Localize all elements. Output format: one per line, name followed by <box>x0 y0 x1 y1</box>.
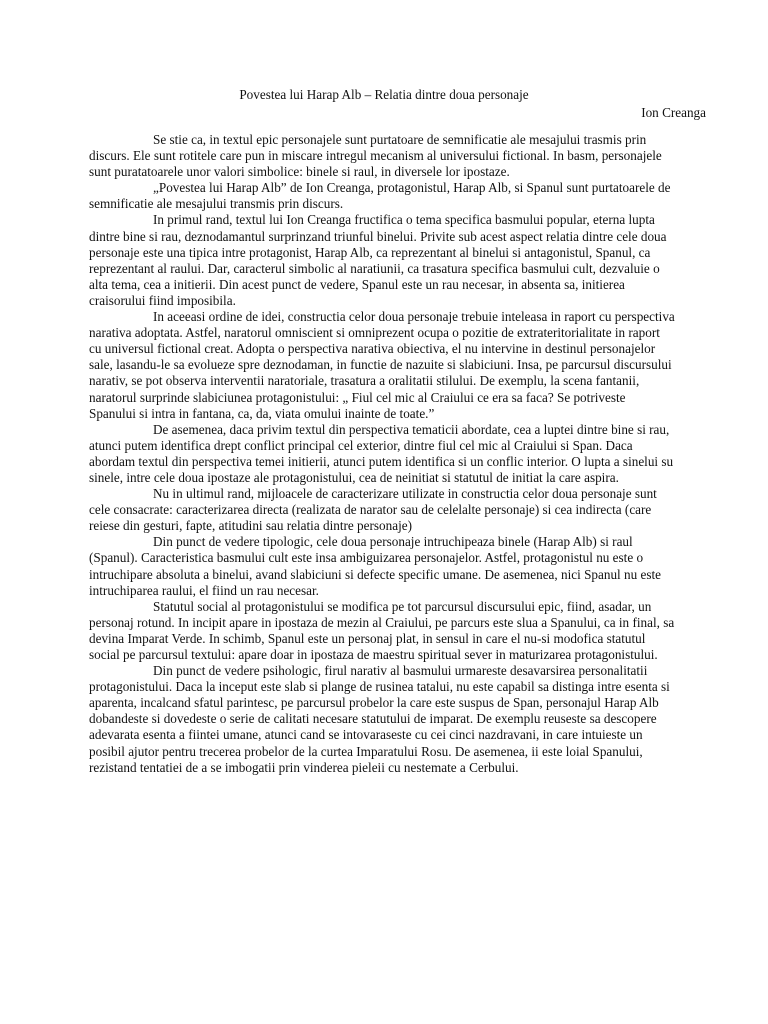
paragraph: Statutul social al protagonistului se modifica pe tot parcursul discursului epic, fiind, asadar, un personaj rotund. In incipit apare in ipostaza de mezin al Craiului, pe parcurs este slua a Spanului, ca in final, sa devina Imparat Verde. In schimb, Spanul este un personaj plat, in sensul in care el nu-si modofica statutul social pe parcursul textului: apare doar in ipostaza de maestru spiritual sever in maturizarea protagonistului. <box>89 598 675 662</box>
paragraph: Nu in ultimul rand, mijloacele de caracterizare utilizate in constructia celor doua personaje sunt cele consacrate: caracterizarea directa (realizata de narator sau de celelalte personaje) si cea indirecta (care reiese din gesturi, fapte, atitudini sau relatia dintre personaje) <box>89 486 657 534</box>
document-author: Ion Creanga <box>641 105 706 120</box>
paragraph: „Povestea lui Harap Alb” de Ion Creanga, protagonistul, Harap Alb, si Spanul sunt purtatoarele de semnificatie ale mesajului transmis prin discurs. <box>89 180 671 212</box>
paragraph: Se stie ca, in textul epic personajele sunt purtatoare de semnificatie ale mesajului trasmis prin discurs. Ele sunt rotitele care pun in miscare intregul mecanism al universului fictional. In basm, personajele sunt puratatoarele unor valori simbolice: binele si raul, in diversele lor ipostaze. <box>89 132 662 180</box>
paragraph: De asemenea, daca privim textul din perspectiva tematicii abordate, cea a luptei dintre bine si rau, atunci putem identifica drept conflict principal cel exterior, dintre fiul cel mic al Craiului si Span. Daca abordam textul din perspectiva temei initierii, atunci putem identifica si un conflic interior. O lupta a sinelui su sinele, intre cele doua ipostaze ale protagonistului, cea de neinitiat si statutul de initiat la care aspira. <box>89 421 674 485</box>
paragraph: In aceeasi ordine de idei, constructia celor doua personaje trebuie inteleasa in raport cu perspectiva narativa adoptata. Astfel, naratorul omniscient si omniprezent ocupa o pozitie de extrateritorialitate in raport cu universul fictional creat. Adopta o perspectiva narativa obiectiva, el nu intervine in destinul personajelor sale, lasandu-le sa evolueze spre deznodaman, in functie de nazuite si slabiciuni. Insa, pe parcursul discursului narativ, se pot observa interventii naratoriale, trasatura a oralitatii stilului. De exemplu, la scena fantanii, naratorul surprinde slabiciunea protagonistului: „ Fiul cel mic al Craiului ce era sa faca? Se potriveste Spanului si intra in fantana, ca, da, viata omului inainte de toate.” <box>89 309 675 421</box>
paragraph: Din punct de vedere psihologic, firul narativ al basmului urmareste desavarsirea personalitatii protagonistului. Daca la inceput este slab si plange de rusinea tatalui, nu este capabil sa distinga intre esenta si aparenta, incalcand sfatul parintesc, pe parcursul probelor la care este suspus de Span, personajul Harap Alb dobandeste si dovedeste o serie de calitati necesare statutului de imparat. De exemplu reuseste sa descopere adevarata esenta a fiintei umane, atunci cand se intovaraseste cu cei cinci nazdravani, in care intuieste un posibil ajutor pentru trecerea probelor de la curtea Imparatului Rosu. De asemenea, ii este loial Spanului, rezistand tentatiei de a se imbogatii prin vinderea pieleii cu nestemate a Cerbului. <box>89 663 670 775</box>
paragraph: In primul rand, textul lui Ion Creanga fructifica o tema specifica basmului popular, eterna lupta dintre bine si rau, deznodamantul surprinzand triunful binelui. Privite sub acest aspect relatia dintre cele doua personaje este una tipica intre protagonist, Harap Alb, ca reprezentant al binelui si antagonistul, Spanul, ca reprezentant al raului. Dar, caracterul simbolic al naratiunii, ca trasatura specifica basmului cult, dezvaluie o alta tema, cea a initierii. Din acest punct de vedere, Spanul este un rau necesar, in absenta sa, initierea craisorului fiind imposibila. <box>89 212 667 308</box>
document-body <box>89 132 675 776</box>
paragraph: Din punct de vedere tipologic, cele doua personaje intruchipeaza binele (Harap Alb) si raul (Spanul). Caracteristica basmului cult este insa ambiguizarea personajelor. Astfel, protagonistul nu este o intruchipare absoluta a binelui, avand slabiciuni si defecte specific umane. De asemenea, nici Spanul nu este intruchiparea raului, el fiind un rau necesar. <box>89 534 661 598</box>
document-title: Povestea lui Harap Alb – Relatia dintre doua personaje <box>239 87 529 102</box>
